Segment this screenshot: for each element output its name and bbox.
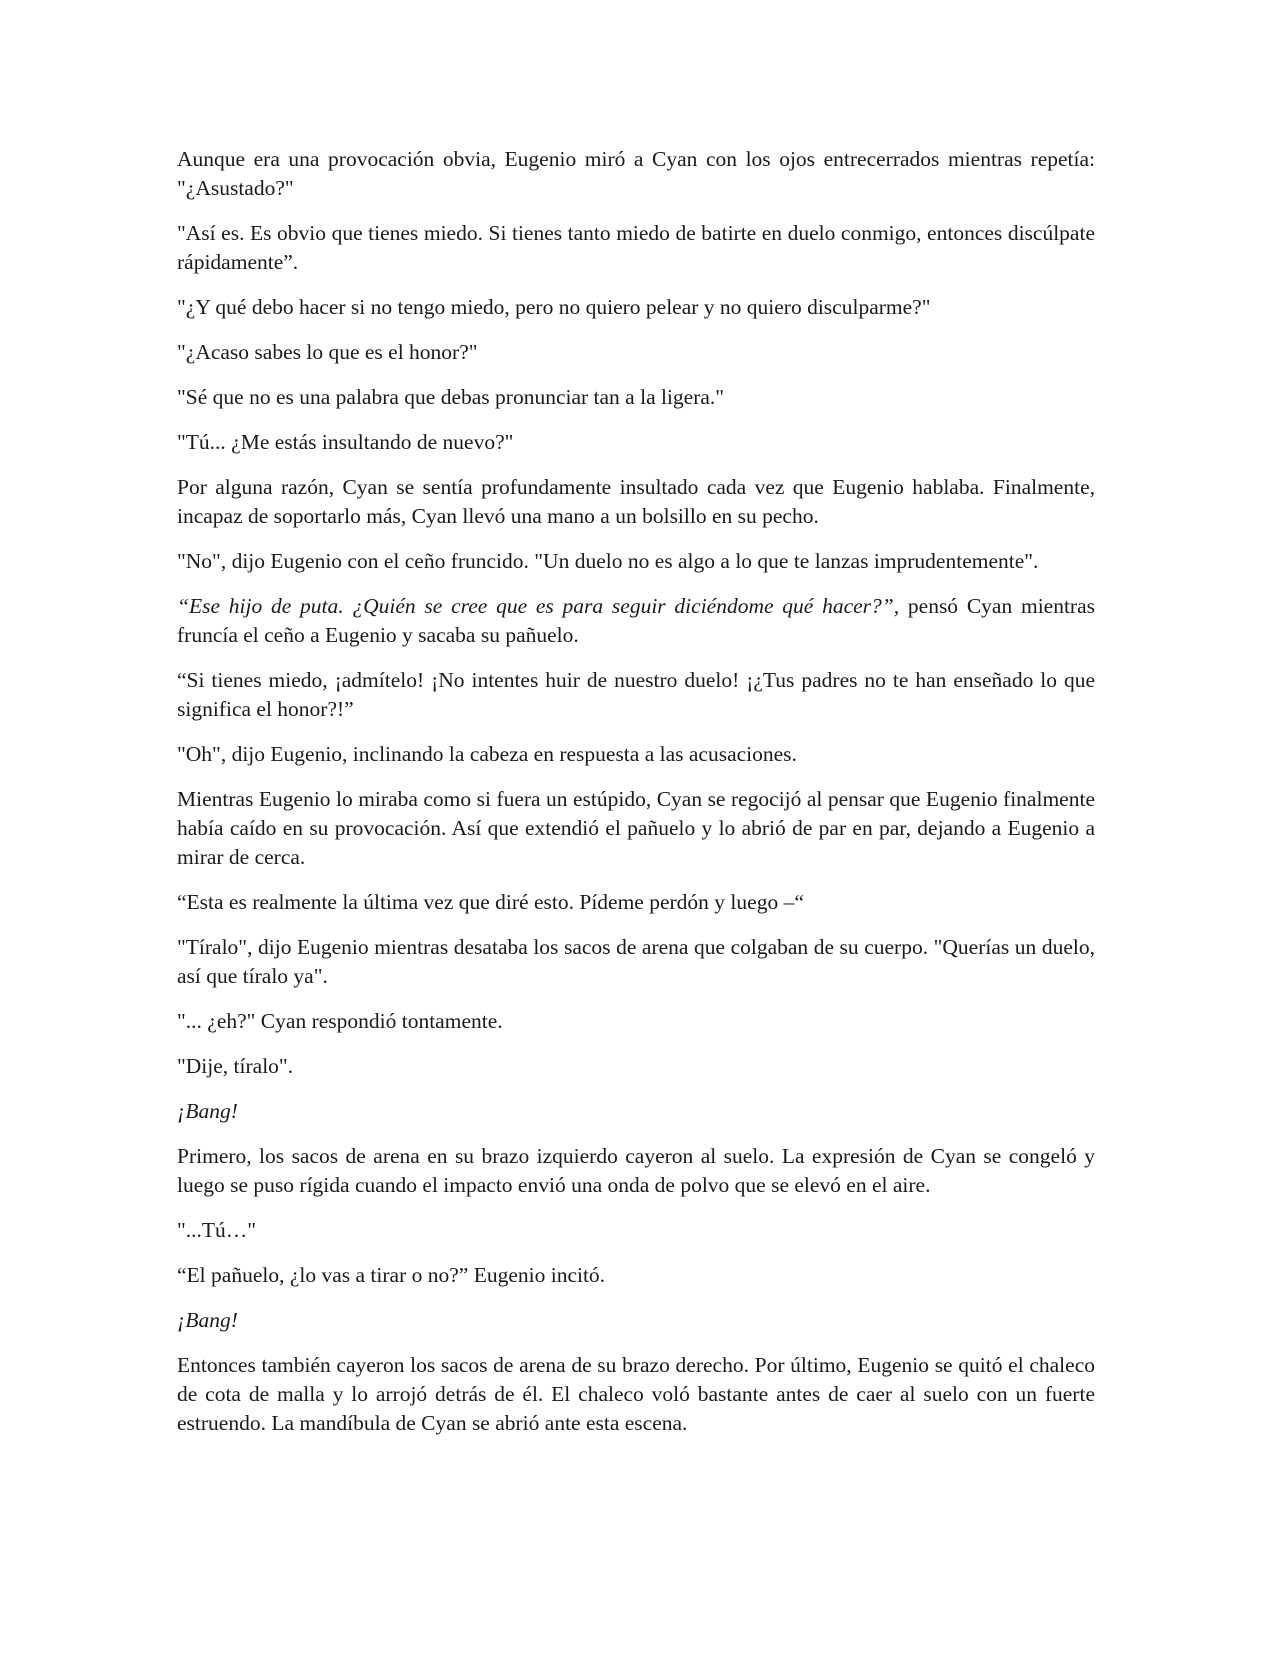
paragraph-13: “Esta es realmente la última vez que diré esto. Pídeme perdón y luego –“ [177,890,804,914]
sound-effect: ¡Bang! [177,1099,238,1123]
paragraph-16: "Dije, tíralo". [177,1054,294,1078]
inner-thought: “Ese hijo de puta. ¿Quién se cree que es para seguir diciéndome qué hacer?”, [177,594,900,618]
document-page [177,145,1095,1454]
paragraph-8: "No", dijo Eugenio con el ceño fruncido. "Un duelo no es algo a lo que te lanzas imprudentemente". [177,549,1039,573]
paragraph-3: "¿Y qué debo hacer si no tengo miedo, pero no quiero pelear y no quiero disculparme?" [177,295,931,319]
paragraph-17 [177,1097,1095,1126]
paragraph-10: “Si tienes miedo, ¡admítelo! ¡No intentes huir de nuestro duelo! ¡¿Tus padres no te han enseñado lo que significa el honor?!” [177,668,1095,721]
paragraph-19: "...Tú…" [177,1218,257,1242]
sound-effect: ¡Bang! [177,1308,238,1332]
paragraph-2: "Así es. Es obvio que tienes miedo. Si tienes tanto miedo de batirte en duelo conmigo, entonces discúlpate rápidamente”. [177,221,1095,274]
paragraph-6: "Tú... ¿Me estás insultando de nuevo?" [177,430,514,454]
paragraph-12: Mientras Eugenio lo miraba como si fuera un estúpido, Cyan se regocijó al pensar que Eugenio finalmente había caído en su provocación. Así que extendió el pañuelo y lo abrió de par en par, dejando a Eugenio a mirar de cerca. [177,787,1095,869]
paragraph-9: “Ese hijo de puta. ¿Quién se cree que es para seguir diciéndome qué hacer?”, pensó Cyan mientras fruncía el ceño a Eugenio y sacaba su pañuelo. [177,594,1095,647]
paragraph-21 [177,1306,1095,1335]
paragraph-4: "¿Acaso sabes lo que es el honor?" [177,340,478,364]
paragraph-18: Primero, los sacos de arena en su brazo izquierdo cayeron al suelo. La expresión de Cyan se congeló y luego se puso rígida cuando el impacto envió una onda de polvo que se elevó en el aire. [177,1144,1095,1197]
paragraph-22: Entonces también cayeron los sacos de arena de su brazo derecho. Por último, Eugenio se quitó el chaleco de cota de malla y lo arrojó detrás de él. El chaleco voló bastante antes de caer al suelo con un fuerte estruendo. La mandíbula de Cyan se abrió ante esta escena. [177,1353,1095,1435]
paragraph-7: Por alguna razón, Cyan se sentía profundamente insultado cada vez que Eugenio hablaba. Finalmente, incapaz de soportarlo más, Cyan llevó una mano a un bolsillo en su pecho. [177,475,1095,528]
paragraph-11: "Oh", dijo Eugenio, inclinando la cabeza en respuesta a las acusaciones. [177,742,797,766]
paragraph-20: “El pañuelo, ¿lo vas a tirar o no?” Eugenio incitó. [177,1263,606,1287]
paragraph-15: "... ¿eh?" Cyan respondió tontamente. [177,1009,503,1033]
paragraph-5: "Sé que no es una palabra que debas pronunciar tan a la ligera." [177,385,725,409]
paragraph-14: "Tíralo", dijo Eugenio mientras desataba los sacos de arena que colgaban de su cuerpo. "Querías un duelo, así que tíralo ya". [177,935,1095,988]
paragraph-1: Aunque era una provocación obvia, Eugenio miró a Cyan con los ojos entrecerrados mientras repetía: "¿Asustado?" [177,147,1095,200]
